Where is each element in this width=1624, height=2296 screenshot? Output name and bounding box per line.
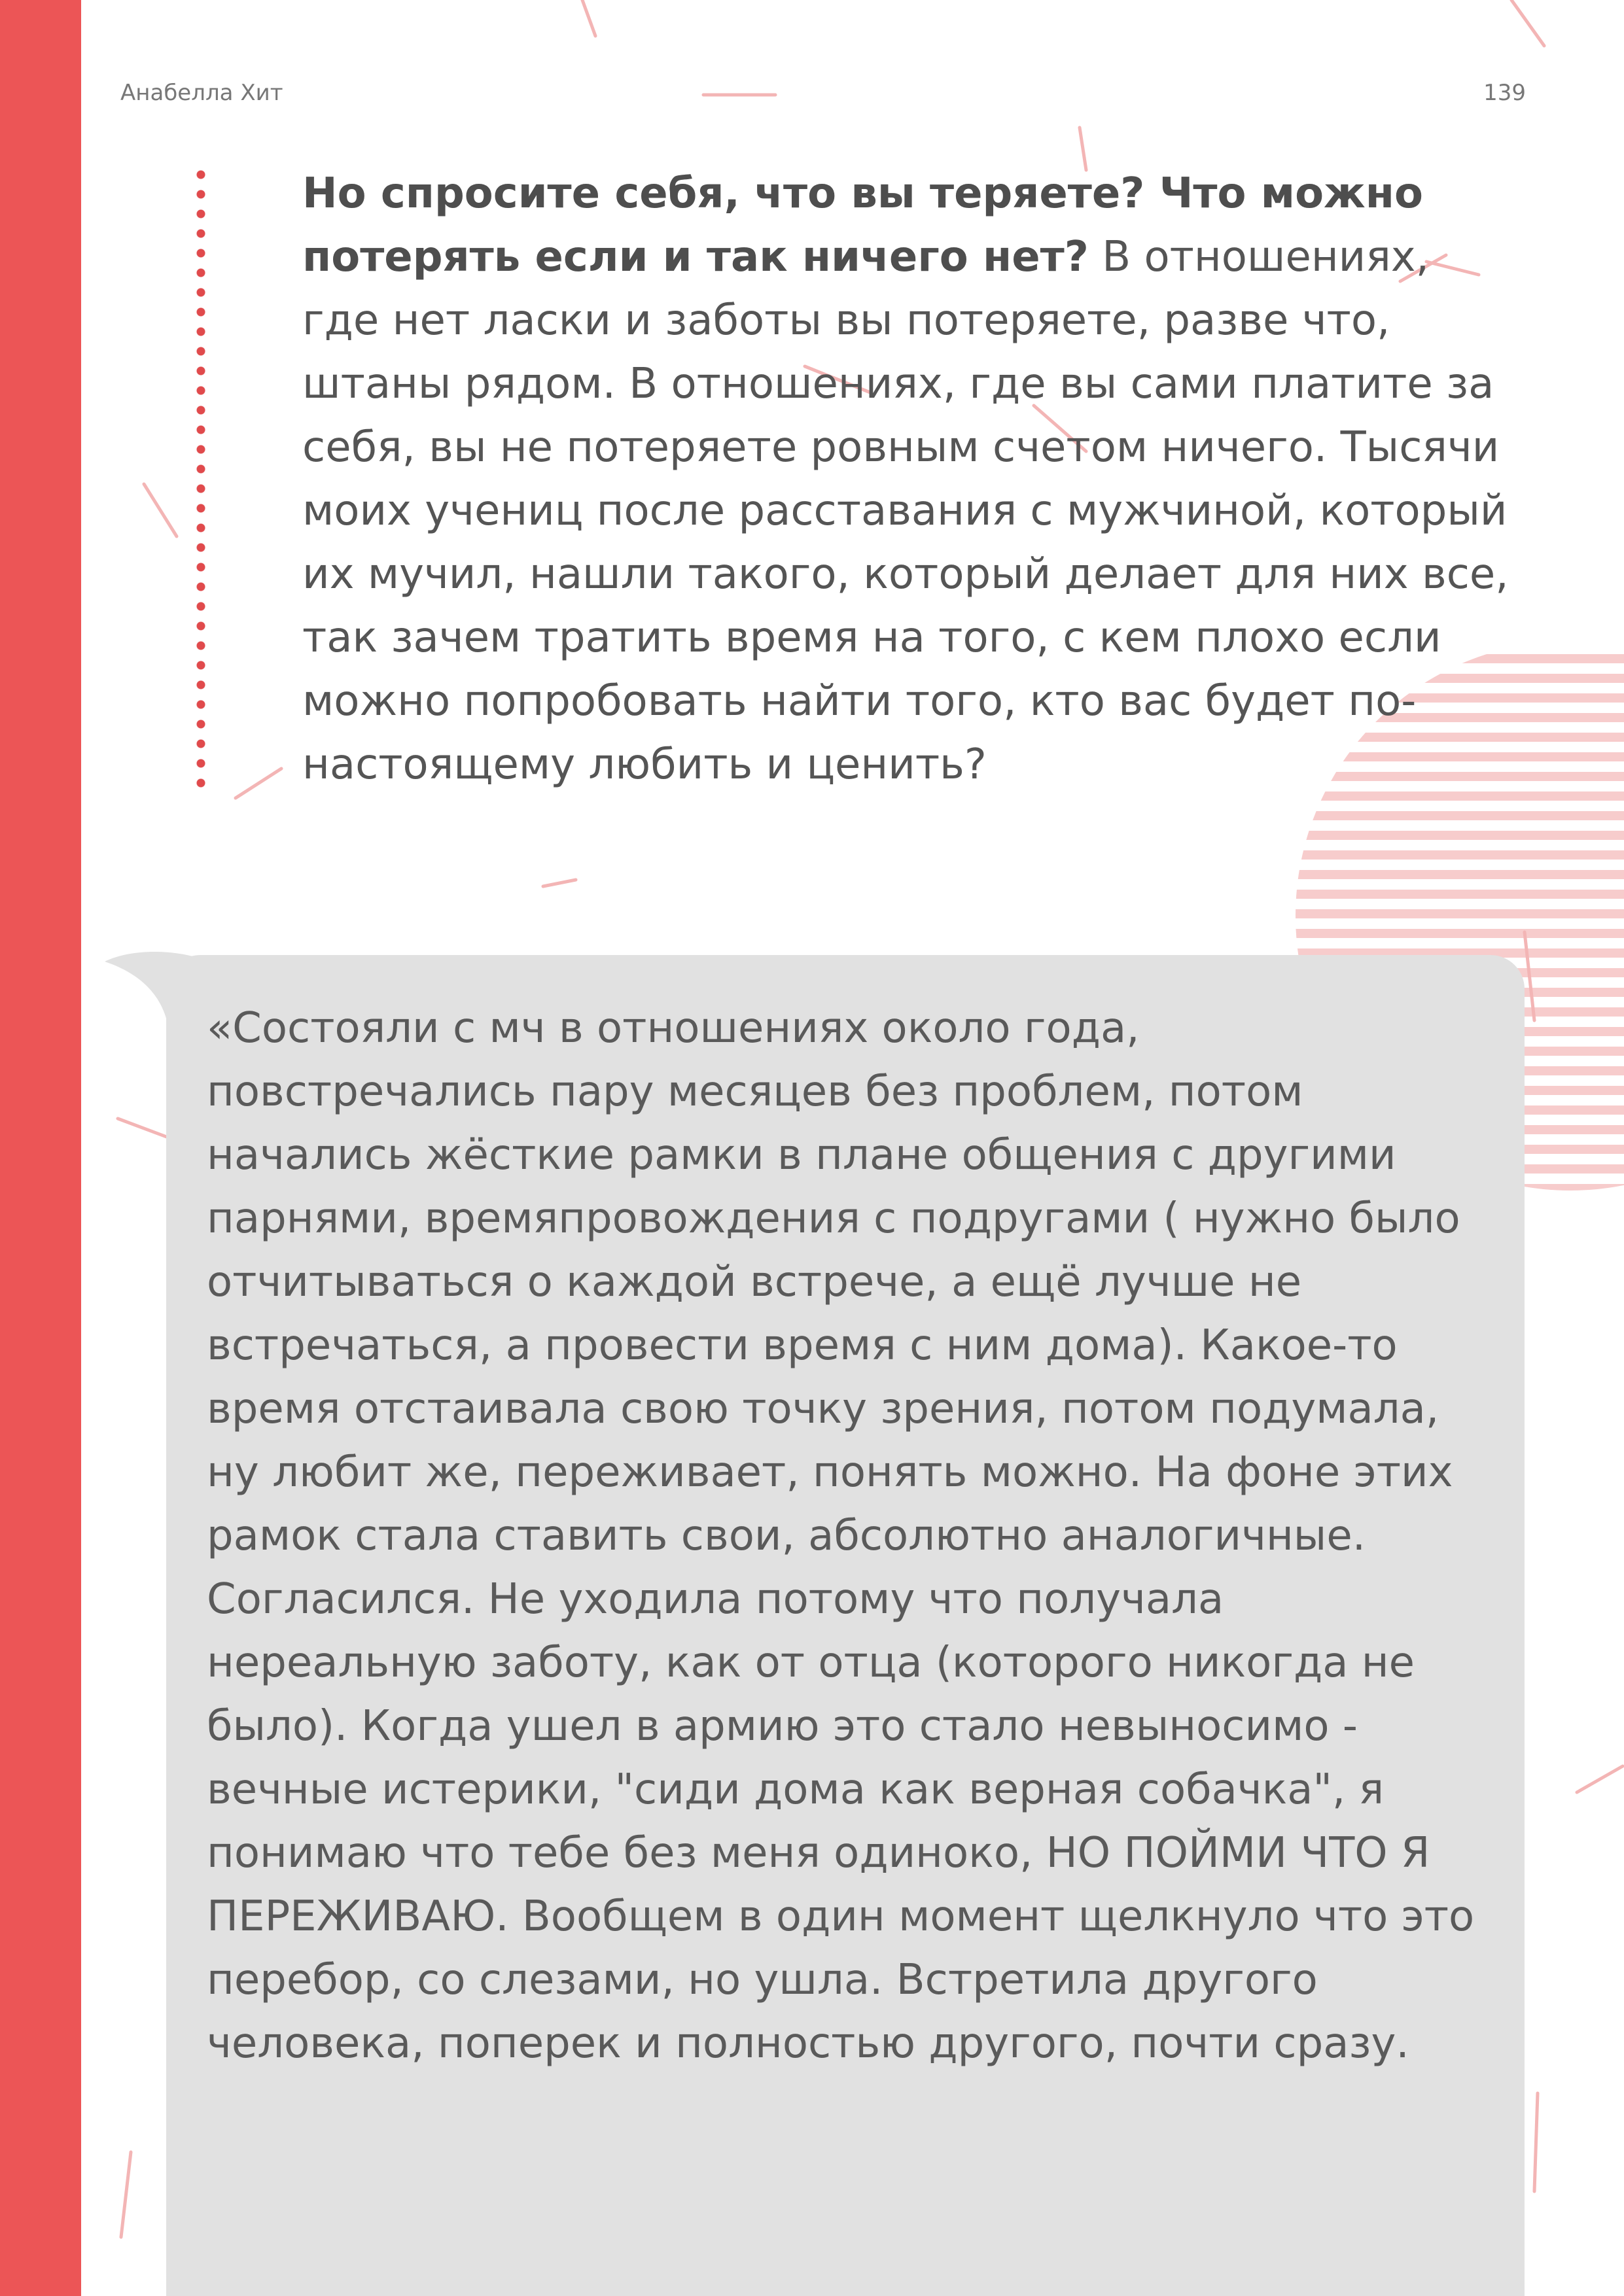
main-quote-paragraph: [302, 162, 1513, 797]
quote-lead-bold: Но спросите себя, что вы теряете? Что можно потерять если и так ничего нет?: [302, 169, 1423, 281]
author-name: Анабелла Хит: [120, 80, 283, 106]
quote-body-text: В отношениях, где нет ласки и заботы вы потеряете, разве что, штаны рядом. В отношениях, где вы сами платите за себя, вы не потеряете ровным счетом ничего. Тысячи моих учениц после расставания с мужчиной, который их мучил, нашли такого, который делает для них все, так зачем тратить время на того, с кем плохо если можно попробовать найти того, кто вас будет по-настоящему любить и ценить?: [302, 233, 1509, 789]
testimonial-text: «Состояли с мч в отношениях около года, повстречались пару месяцев без проблем, потом начались жёсткие рамки в плане общения с другими парнями, времяпровождения с подругами ( нужно было отчитываться о каждой встрече, а ещё лучше не встречаться, а провести время с ним дома). Какое-то время отстаивала свою точку зрения, потом подумала, ну любит же, переживает, понять можно. На фоне этих рамок стала ставить свои, абсолютно аналогичные. Согласился. Не уходила потому что получала нереальную заботу, как от отца (которого никогда не было). Когда ушел в армию это стало невыносимо - вечные истерики, "сиди дома как верная собачка", я понимаю что тебе без меня одиноко, НО ПОЙМИ ЧТО Я ПЕРЕЖИВАЮ. Вообщем в один момент щелкнуло что это перебор, со слезами, но ушла. Встретила другого человека, поперек и полностью другого, почти сразу.: [207, 1004, 1475, 2068]
page-number: 139: [1483, 80, 1526, 106]
dotted-divider: [194, 165, 207, 793]
running-header: [120, 80, 1526, 113]
